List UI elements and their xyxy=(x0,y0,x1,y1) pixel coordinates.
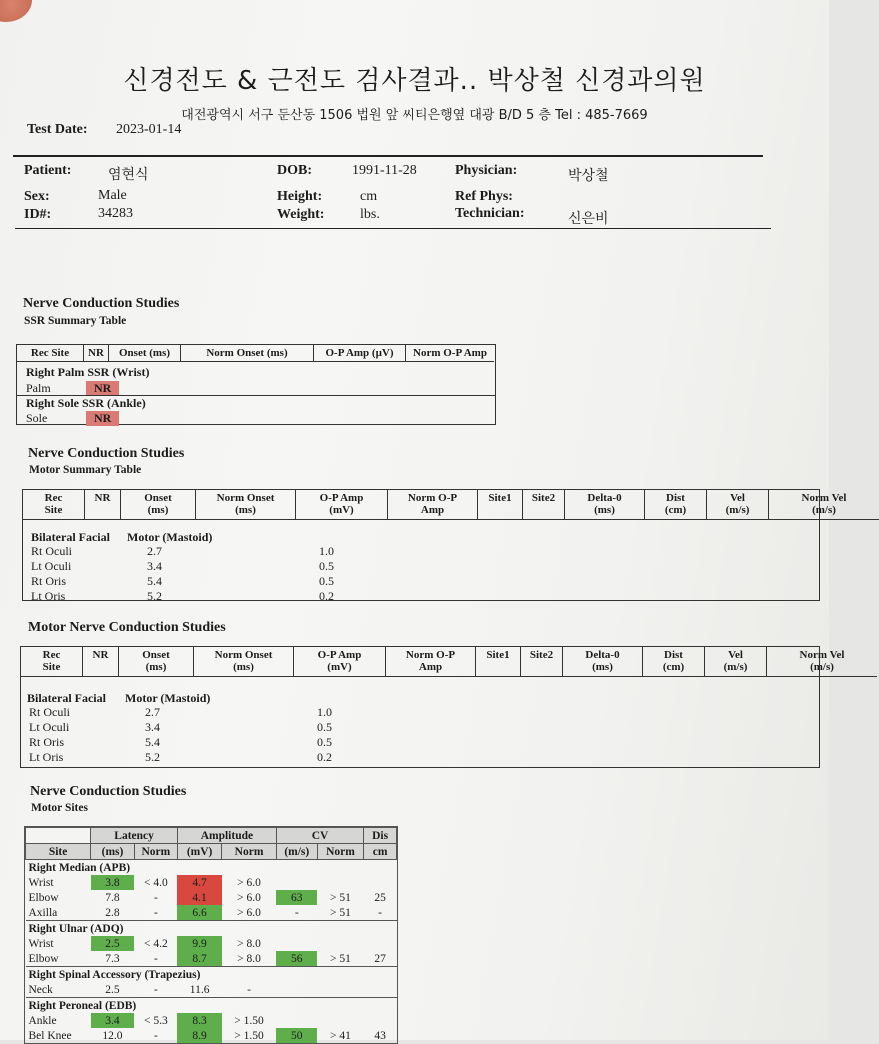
header-line: Vel xyxy=(730,492,745,504)
amp-value: 0.5 xyxy=(319,574,334,588)
header-cell xyxy=(121,490,196,520)
header-cell: Rec Site xyxy=(17,345,84,362)
header-line: Onset xyxy=(142,649,170,661)
header-cell xyxy=(386,647,476,677)
group-label: Right Spinal Accessory (Trapezius) xyxy=(26,967,397,983)
header-line: (ms) xyxy=(594,504,615,516)
latency-norm: - xyxy=(153,983,158,996)
latency-norm: - xyxy=(153,1029,158,1042)
amplitude-norm: > 6.0 xyxy=(237,906,261,919)
cv-value xyxy=(276,875,317,890)
ref-phys-label: Ref Phys: xyxy=(455,189,513,204)
header-line: Site xyxy=(44,504,63,516)
latency-value: 12.0 xyxy=(102,1029,123,1042)
header-line: (ms) xyxy=(145,661,167,673)
height-unit: cm xyxy=(360,189,378,204)
motor-ncs-table xyxy=(20,646,845,768)
header-cell xyxy=(21,647,83,677)
motor-sites-section-title: Nerve Conduction Studies xyxy=(30,784,187,799)
clinic-address: 대전광역시 서구 둔산동 1506 법원 앞 씨티은행옆 대광 B/D 5 층 Tel : 485-7669 xyxy=(181,108,648,123)
latency-value: 2.8 xyxy=(105,906,120,919)
onset-value: 5.4 xyxy=(145,735,160,749)
header-cell xyxy=(26,828,91,844)
onset-value: 3.4 xyxy=(147,559,162,573)
site-label: Lt Oris xyxy=(31,589,66,603)
cv-norm xyxy=(317,982,363,998)
site-label: Ankle xyxy=(28,1014,57,1027)
header-cell xyxy=(85,490,121,520)
header-line: (m/s) xyxy=(723,661,748,673)
header-line: Norm O-P xyxy=(405,649,456,661)
header-cell: O-P Amp (µV) xyxy=(314,345,406,362)
header-cell xyxy=(23,490,85,520)
header-cell xyxy=(296,490,388,520)
header-line: O-P Amp xyxy=(319,492,364,504)
amplitude-norm: - xyxy=(247,983,251,996)
motor-summary-subtitle: Motor Summary Table xyxy=(29,464,142,476)
site-label: Wrist xyxy=(28,876,54,889)
header-line: Delta-0 xyxy=(585,649,620,661)
amplitude-norm: > 1.50 xyxy=(234,1029,264,1042)
header-cell xyxy=(563,647,643,677)
header-line: Norm Onset xyxy=(214,649,273,661)
amplitude-value: 11.6 xyxy=(189,983,210,996)
cv-norm: > 41 xyxy=(330,1029,351,1042)
nr-badge: NR xyxy=(86,381,119,396)
amplitude-norm: > 6.0 xyxy=(237,891,261,904)
table-row xyxy=(26,905,397,921)
site-label: Sole xyxy=(26,411,48,425)
amplitude-norm: > 6.0 xyxy=(237,876,261,889)
table-row xyxy=(26,1028,397,1043)
table-row xyxy=(26,1013,397,1028)
table-row xyxy=(26,875,397,890)
cv-norm xyxy=(317,936,363,951)
cv-value xyxy=(276,1013,317,1028)
onset-value: 2.7 xyxy=(147,544,162,558)
dob-label: DOB: xyxy=(277,163,312,178)
header-line: Site1 xyxy=(488,492,512,504)
distance-value xyxy=(364,875,397,890)
id-label: ID#: xyxy=(24,207,52,222)
amplitude-value: 8.3 xyxy=(177,1013,221,1028)
cv-value: 63 xyxy=(276,890,317,905)
latency-norm: - xyxy=(153,891,158,904)
table-row xyxy=(26,936,397,951)
header-cell xyxy=(83,647,119,677)
latency-value: 2.5 xyxy=(105,983,120,996)
amp-value: 0.5 xyxy=(317,720,332,734)
header-cell xyxy=(478,490,523,520)
amp-value: 0.2 xyxy=(319,589,334,603)
test-date-label: Test Date: xyxy=(27,122,88,137)
header-line: Site2 xyxy=(529,649,554,661)
header-cell: Norm O-P Amp xyxy=(406,345,494,362)
latency-norm: < 4.0 xyxy=(143,876,168,889)
group-label: Right Peroneal (EDB) xyxy=(26,998,397,1014)
header-cell: Site xyxy=(26,844,91,860)
header-line: Dist xyxy=(664,649,683,661)
onset-value: 5.4 xyxy=(147,574,162,588)
header-cell xyxy=(196,490,296,520)
header-line: Rec xyxy=(44,492,63,504)
header-line: Norm Onset xyxy=(216,492,275,504)
header-line: Norm Vel xyxy=(799,649,845,661)
amp-value: 0.2 xyxy=(317,750,332,764)
header-cell xyxy=(565,490,645,520)
latency-norm: - xyxy=(153,906,158,919)
header-line: (m/s) xyxy=(725,504,750,516)
patient-label: Patient: xyxy=(24,163,72,178)
header-line: Rec xyxy=(42,649,61,661)
group-label: Right Palm SSR (Wrist) xyxy=(26,365,150,379)
site-label: Lt Oculi xyxy=(29,720,70,734)
header-line: NR xyxy=(94,492,111,504)
header-cell: Onset (ms) xyxy=(109,345,181,362)
cv-value: - xyxy=(294,906,299,919)
report-title: 신경전도 & 근전도 검사결과.. 박상철 신경과의원 xyxy=(123,66,706,96)
header-cell: Norm xyxy=(134,844,177,860)
divider xyxy=(13,155,763,157)
distance-value: 43 xyxy=(374,1029,386,1042)
header-line: Amp xyxy=(418,661,443,673)
header-cell xyxy=(523,490,565,520)
cv-value: 56 xyxy=(276,951,317,967)
table-row xyxy=(26,890,397,905)
header-line: (cm) xyxy=(662,661,685,673)
header-cell: (mV) xyxy=(177,844,221,860)
header-cell: Norm xyxy=(317,844,363,860)
motor-sites-table xyxy=(24,826,398,1044)
header-line: (ms) xyxy=(592,661,613,673)
group-type: Motor (Mastoid) xyxy=(125,691,211,705)
site-label: Palm xyxy=(26,381,51,395)
test-date: 2023-01-14 xyxy=(116,122,182,137)
motor-ncs-section-title: Motor Nerve Conduction Studies xyxy=(28,620,226,635)
header-cell xyxy=(767,647,877,677)
header-line: (mV) xyxy=(327,661,352,673)
site-label: Rt Oculi xyxy=(31,544,72,558)
sex-label: Sex: xyxy=(24,189,50,204)
cv-norm xyxy=(317,875,363,890)
cv-value xyxy=(276,936,317,951)
group-label: Bilateral Facial xyxy=(27,691,106,705)
latency-norm: < 5.3 xyxy=(143,1014,168,1027)
ssr-subtitle: SSR Summary Table xyxy=(24,315,127,327)
latency-value: 2.5 xyxy=(91,936,135,951)
group-label: Right Sole SSR (Ankle) xyxy=(26,396,146,410)
cv-value xyxy=(276,982,317,998)
site-label: Rt Oculi xyxy=(29,705,70,719)
weight-unit: lbs. xyxy=(360,207,380,222)
cv-value: 50 xyxy=(276,1028,317,1043)
finger-shadow xyxy=(0,0,32,22)
header-cell: (ms) xyxy=(91,844,135,860)
group-row xyxy=(26,967,397,983)
site-label: Rt Oris xyxy=(31,574,67,588)
sex-value: Male xyxy=(98,188,127,203)
amp-value: 0.5 xyxy=(317,735,332,749)
onset-value: 5.2 xyxy=(147,589,162,603)
amplitude-value: 8.7 xyxy=(177,951,221,967)
header-line: (m/s) xyxy=(810,661,834,673)
header-line: (ms) xyxy=(233,661,254,673)
height-label: Height: xyxy=(277,189,323,204)
site-label: Lt Oris xyxy=(29,750,64,764)
header-cell: (m/s) xyxy=(276,844,317,860)
motor-sites-subtitle: Motor Sites xyxy=(31,802,88,814)
header-cell: Latency xyxy=(91,828,178,844)
header-cell xyxy=(294,647,386,677)
distance-value: - xyxy=(378,906,383,919)
header-cell: NR xyxy=(84,345,109,362)
onset-value: 2.7 xyxy=(145,705,160,719)
distance-value xyxy=(364,936,397,951)
dob-value: 1991-11-28 xyxy=(352,163,417,178)
header-cell: Norm Onset (ms) xyxy=(181,345,314,362)
header-cell xyxy=(643,647,705,677)
amplitude-value: 9.9 xyxy=(177,936,221,951)
latency-value: 7.3 xyxy=(105,952,120,965)
site-label: Wrist xyxy=(28,937,54,950)
onset-value: 5.2 xyxy=(145,750,160,764)
amplitude-norm: > 8.0 xyxy=(237,937,261,950)
ssr-section-title: Nerve Conduction Studies xyxy=(23,296,180,311)
latency-value: 7.8 xyxy=(105,891,120,904)
site-label: Rt Oris xyxy=(29,735,65,749)
amplitude-norm: > 1.50 xyxy=(234,1014,264,1027)
header-line: Vel xyxy=(728,649,743,661)
header-cell xyxy=(521,647,563,677)
header-cell xyxy=(388,490,478,520)
group-row xyxy=(26,921,397,937)
header-line: Site2 xyxy=(531,492,556,504)
amplitude-value: 4.1 xyxy=(177,890,221,905)
header-line: Norm O-P xyxy=(407,492,458,504)
cv-norm: > 51 xyxy=(330,891,351,904)
site-label: Elbow xyxy=(28,891,59,904)
onset-value: 3.4 xyxy=(145,720,160,734)
latency-value: 3.4 xyxy=(91,1013,135,1028)
physician-label: Physician: xyxy=(455,163,518,178)
amplitude-value: 8.9 xyxy=(177,1028,221,1043)
group-label: Right Median (APB) xyxy=(26,860,397,876)
group-label: Bilateral Facial xyxy=(31,530,110,544)
header-line: (ms) xyxy=(235,504,256,516)
header-line: Norm Vel xyxy=(801,492,847,504)
header-line: Delta-0 xyxy=(587,492,622,504)
header-line: (mV) xyxy=(329,504,354,516)
table-row xyxy=(26,951,397,967)
latency-norm: - xyxy=(153,952,158,965)
group-type: Motor (Mastoid) xyxy=(127,530,213,544)
header-cell: CV xyxy=(276,828,363,844)
header-cell: Dis xyxy=(364,828,397,844)
header-line: (cm) xyxy=(664,504,687,516)
distance-value xyxy=(364,982,397,998)
table-row xyxy=(26,982,397,998)
motor-summary-section-title: Nerve Conduction Studies xyxy=(28,446,185,461)
amplitude-value: 4.7 xyxy=(177,875,221,890)
physician-value: 박상철 xyxy=(568,168,609,184)
header-cell xyxy=(476,647,521,677)
header-line: (ms) xyxy=(147,504,169,516)
weight-label: Weight: xyxy=(277,207,325,222)
header-cell xyxy=(119,647,194,677)
cv-norm: > 51 xyxy=(330,906,351,919)
header-cell: Amplitude xyxy=(177,828,276,844)
amplitude-value: 6.6 xyxy=(177,905,221,921)
technician-label: Technician: xyxy=(455,206,525,221)
header-cell: cm xyxy=(364,844,397,860)
id-value: 34283 xyxy=(98,206,133,221)
divider xyxy=(15,228,771,229)
latency-value: 3.8 xyxy=(91,875,135,890)
header-cell xyxy=(769,490,879,520)
distance-value: 25 xyxy=(374,891,386,904)
header-line: Dist xyxy=(666,492,685,504)
amplitude-norm: > 8.0 xyxy=(237,952,261,965)
distance-value xyxy=(364,1013,397,1028)
nr-badge: NR xyxy=(86,411,119,426)
site-label: Elbow xyxy=(28,952,59,965)
motor-summary-table xyxy=(22,489,847,603)
header-cell xyxy=(705,647,767,677)
latency-norm: < 4.2 xyxy=(143,937,168,950)
header-line: Amp xyxy=(420,504,445,516)
header-cell xyxy=(194,647,294,677)
header-line: Site xyxy=(42,661,61,673)
cv-norm xyxy=(317,1013,363,1028)
site-label: Axilla xyxy=(28,906,58,919)
header-cell: Norm xyxy=(222,844,277,860)
amp-value: 1.0 xyxy=(319,544,334,558)
site-label: Lt Oculi xyxy=(31,559,72,573)
header-cell xyxy=(707,490,769,520)
group-row xyxy=(26,860,397,876)
group-row xyxy=(26,998,397,1014)
group-label: Right Ulnar (ADQ) xyxy=(26,921,397,937)
ssr-table xyxy=(16,344,496,425)
cv-norm: > 51 xyxy=(330,952,351,965)
header-line: Site1 xyxy=(486,649,510,661)
technician-value: 신은비 xyxy=(568,211,609,227)
patient-name: 염현식 xyxy=(108,167,149,183)
amp-value: 0.5 xyxy=(319,559,334,573)
header-cell xyxy=(645,490,707,520)
amp-value: 1.0 xyxy=(317,705,332,719)
header-line: NR xyxy=(92,649,109,661)
distance-value: 27 xyxy=(374,952,386,965)
header-line: O-P Amp xyxy=(317,649,362,661)
header-line: Onset xyxy=(144,492,172,504)
site-label: Neck xyxy=(28,983,53,996)
site-label: Bel Knee xyxy=(28,1029,72,1042)
header-line: (m/s) xyxy=(812,504,836,516)
